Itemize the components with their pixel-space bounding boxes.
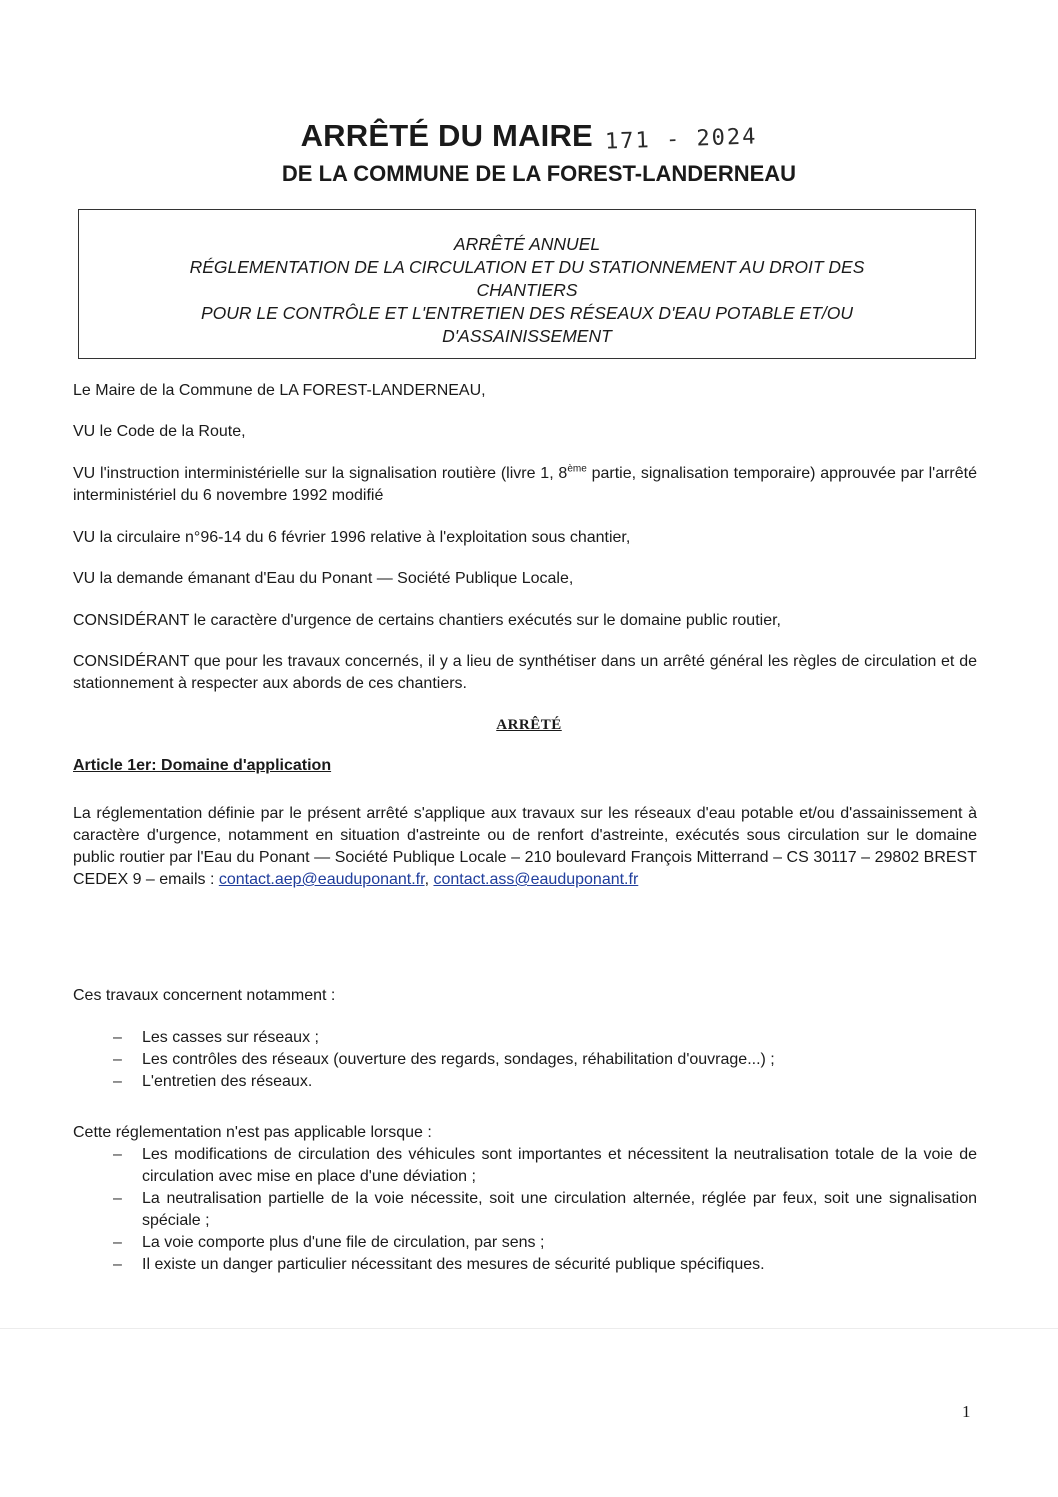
list-item: – La neutralisation partielle de la voie nécessite, soit une circulation alternée, réglée par feux, soit une signalisation spéciale ; <box>113 1188 977 1232</box>
exclusions-list <box>113 1144 977 1276</box>
preamble-vu-demande: VU la demande émanant d'Eau du Ponant — Société Publique Locale, <box>73 570 574 587</box>
preamble-considerant-regles: CONSIDÉRANT que pour les travaux concernés, il y a lieu de synthétiser dans un arrêté général les règles de circulation et de stationnement à respecter aux abords de ces chantiers. <box>73 653 977 692</box>
works-list <box>113 1027 977 1093</box>
scan-artifact-divider <box>0 1328 1058 1329</box>
list-item: – Les modifications de circulation des véhicules sont importantes et nécessitent la neutralisation totale de la voie de circulation avec mise en place d'une déviation ; <box>113 1144 977 1188</box>
preamble-vu-code: VU le Code de la Route, <box>73 423 246 440</box>
email-link-ass[interactable]: contact.ass@eauduponant.fr <box>433 871 639 888</box>
arrete-heading: ARRÊTÉ <box>496 717 562 733</box>
list-item: – Il existe un danger particulier nécessitant des mesures de sécurité publique spécifiques. <box>113 1254 977 1276</box>
subject-line: POUR LE CONTRÔLE ET L'ENTRETIEN DES RÉSEAUX D'EAU POTABLE ET/OU <box>200 303 854 323</box>
article-1-heading: Article 1er: Domaine d'application <box>73 757 332 774</box>
subject-line: D'ASSAINISSEMENT <box>442 326 612 346</box>
email-link-aep[interactable]: contact.aep@eauduponant.fr <box>218 871 425 888</box>
preamble-vu-instruction <box>73 463 977 507</box>
preamble-text: partie, signalisation temporaire) approuvée par l'arrêté interministériel du 6 novembre 1992 modifié <box>73 465 978 504</box>
list-item: – L'entretien des réseaux. <box>113 1071 977 1093</box>
subject-line: ARRÊTÉ ANNUEL <box>453 234 601 254</box>
list-item: – Les casses sur réseaux ; <box>113 1027 977 1049</box>
article-1-body: La réglementation définie par le présent arrêté s'applique aux travaux sur les réseaux d'eau potable et/ou d'assainissement à caractère d'urgence, notamment en situation d'astreinte ou de renfort d'astreinte, exécutés sous circulation sur le domaine public routier par l'Eau du Ponant — Société Publique Locale – 210 boulevard François Mitterrand – CS 30117 – 29802 BREST CEDEX 9 – emails : <box>73 805 977 888</box>
subject-line: RÉGLEMENTATION DE LA CIRCULATION ET DU STATIONNEMENT AU DROIT DES <box>189 257 865 277</box>
page-number: 1 <box>962 1402 971 1421</box>
preamble-vu-circulaire: VU la circulaire n°96-14 du 6 février 1996 relative à l'exploitation sous chantier, <box>73 529 631 546</box>
exclusions-intro: Cette réglementation n'est pas applicable lorsque : <box>73 1124 432 1141</box>
list-item: – La voie comporte plus d'une file de circulation, par sens ; <box>113 1232 977 1254</box>
handwritten-decree-number: 171 - 2024 <box>604 124 758 155</box>
article-1-text <box>73 803 977 891</box>
preamble-mayor: Le Maire de la Commune de LA FOREST-LANDERNEAU, <box>73 382 486 399</box>
preamble-text: VU l'instruction interministérielle sur la signalisation routière (livre 1, 8 <box>73 465 568 482</box>
subject-box <box>78 209 976 359</box>
superscript: ème <box>567 463 587 475</box>
title-text: ARRÊTÉ DU MAIRE <box>300 118 593 153</box>
list-item: – Les contrôles des réseaux (ouverture des regards, sondages, réhabilitation d'ouvrage...) ; <box>113 1049 977 1071</box>
document-subtitle: DE LA COMMUNE DE LA FOREST-LANDERNEAU <box>281 161 797 186</box>
document-title <box>0 118 1058 154</box>
preamble-considerant-urgence: CONSIDÉRANT le caractère d'urgence de certains chantiers exécutés sur le domaine public routier, <box>73 612 781 629</box>
separator: , <box>424 871 434 888</box>
works-intro: Ces travaux concernent notamment : <box>73 987 336 1004</box>
subject-line: CHANTIERS <box>476 280 578 300</box>
